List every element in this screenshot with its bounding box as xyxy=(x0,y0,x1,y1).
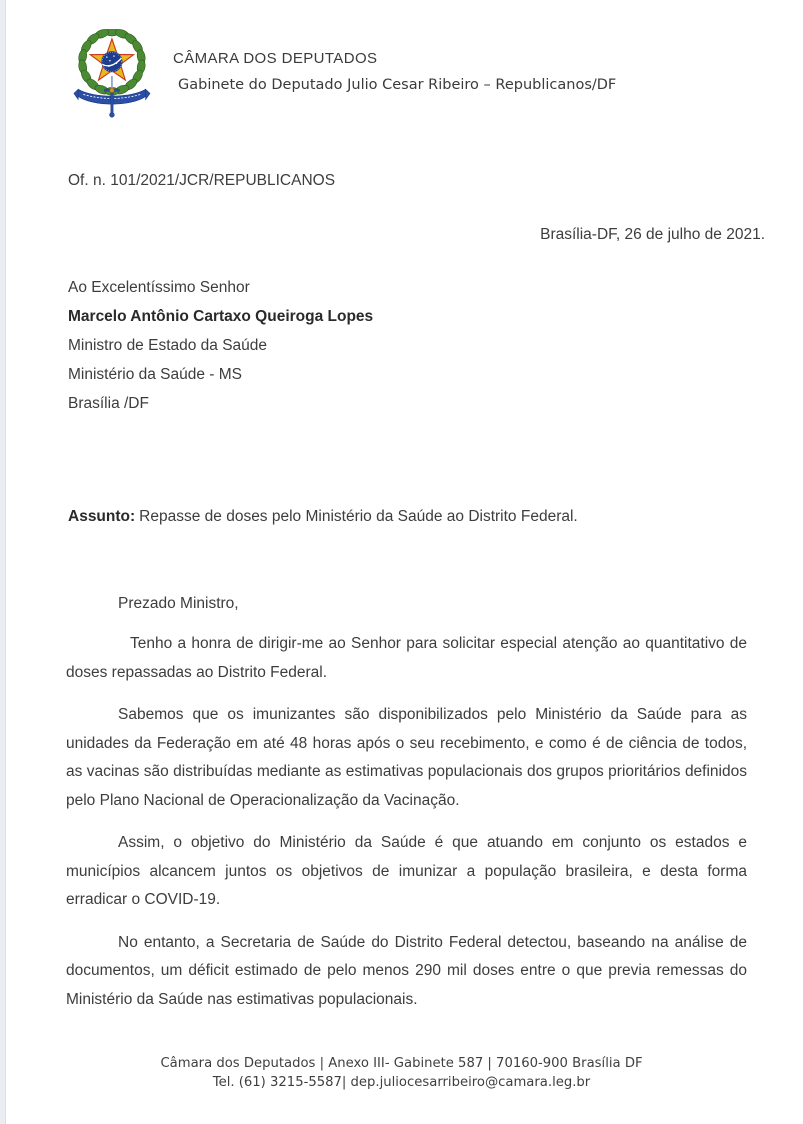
celestial-globe xyxy=(101,51,122,72)
greeting: Prezado Ministro, xyxy=(118,595,239,612)
sword-blade xyxy=(111,76,113,90)
dateline: Brasília-DF, 26 de julho de 2021. xyxy=(540,226,765,243)
footer-contact: Tel. (61) 3215-5587| dep.juliocesarribeiro@camara.leg.br xyxy=(212,1074,591,1090)
recipient-name: Marcelo Antônio Cartaxo Queiroga Lopes xyxy=(68,308,374,325)
body-paragraph: Assim, o objetivo do Ministério da Saúde é que atuando em conjunto os estados e municípios alcancem juntos os objetivos de imunizar a população brasileira, e desta forma erradicar o COVID-19. xyxy=(66,834,747,908)
recipient-org: Ministério da Saúde - MS xyxy=(68,366,243,383)
office-name: Gabinete do Deputado Julio Cesar Ribeiro – Republicanos/DF xyxy=(178,77,617,93)
body-paragraph: No entanto, a Secretaria de Saúde do Distrito Federal detectou, baseando na análise de documentos, um déficit estimado de pelo menos 290 mil doses entre o que previa remessas do Ministério da Saúde nas estimativas populacionais. xyxy=(66,933,747,1008)
body-paragraph: Sabemos que os imunizantes são disponibilizados pelo Ministério da Saúde para as unidades da Federação em até 48 horas após o seu recebimento, e como é de ciência de todos, as vacinas são distribuídas mediante as estimativas populacionais dos grupos prioritários definidos pelo Plano Nacional de Operacionalização da Vacinação. xyxy=(66,706,747,809)
page-edge-shadow xyxy=(0,0,6,1124)
reference-number: Of. n. 101/2021/JCR/REPUBLICANOS xyxy=(68,172,336,189)
recipient-block xyxy=(68,273,373,418)
org-name: CÂMARA DOS DEPUTADOS xyxy=(173,50,378,67)
subject-text: Repasse de doses pelo Ministério da Saúde ao Distrito Federal. xyxy=(139,508,578,525)
recipient-salutation: Ao Excelentíssimo Senhor xyxy=(68,279,250,296)
body-paragraph: Tenho a honra de dirigir-me ao Senhor para solicitar especial atenção ao quantitativo de doses repassadas ao Distrito Federal. xyxy=(66,635,747,681)
subject-line xyxy=(68,508,578,526)
footer-address: Câmara dos Deputados | Anexo III- Gabinete 587 | 70160-900 Brasília DF xyxy=(160,1056,643,1071)
recipient-city: Brasília /DF xyxy=(68,395,149,412)
letter-body xyxy=(66,630,747,1028)
subject-label: Assunto: xyxy=(68,508,136,525)
recipient-title: Ministro de Estado da Saúde xyxy=(68,337,268,354)
hilt-ornament xyxy=(110,88,114,92)
letter-footer xyxy=(0,1055,803,1092)
brazil-coat-of-arms-icon xyxy=(70,29,160,121)
